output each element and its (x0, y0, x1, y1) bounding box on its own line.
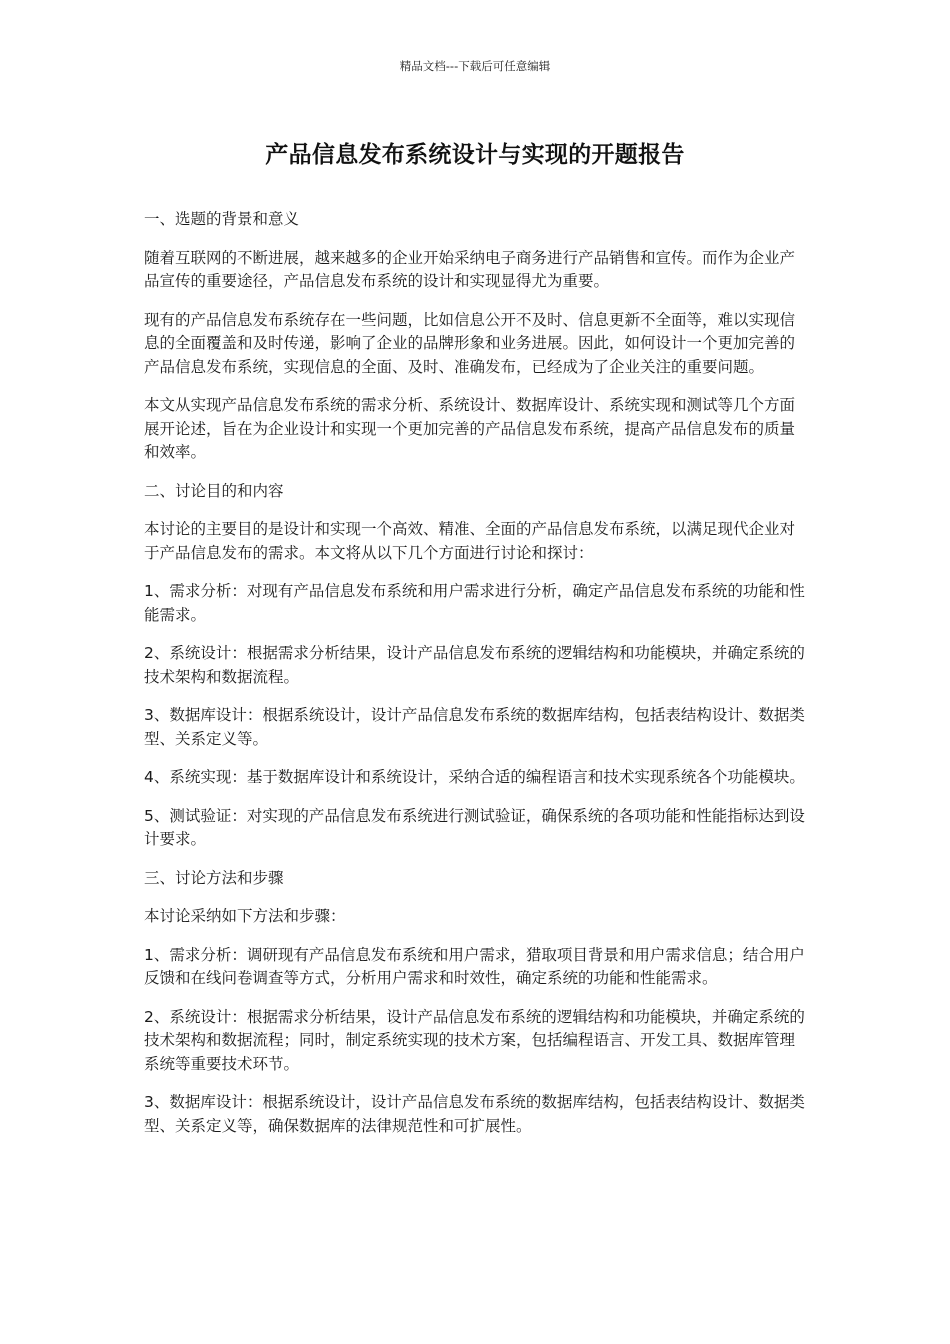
section-heading: 二、讨论目的和内容 (144, 481, 284, 500)
document-body (144, 208, 810, 1153)
list-item: 2、系统设计：根据需求分析结果，设计产品信息发布系统的逻辑结构和功能模块，并确定系统的技术架构和数据流程。 (144, 644, 805, 686)
section-heading: 三、讨论方法和步骤 (144, 868, 284, 887)
list-item: 5、测试验证：对实现的产品信息发布系统进行测试验证，确保系统的各项功能和性能指标达到设计要求。 (144, 806, 805, 848)
list-item: 1、需求分析：调研现有产品信息发布系统和用户需求，猎取项目背景和用户需求信息；结合用户反馈和在线问卷调查等方式，分析用户需求和时效性，确定系统的功能和性能需求。 (144, 945, 805, 987)
paragraph: 本文从实现产品信息发布系统的需求分析、系统设计、数据库设计、系统实现和测试等几个方面展开论述，旨在为企业设计和实现一个更加完善的产品信息发布系统，提高产品信息发布的质量和效率。 (144, 396, 796, 461)
list-item: 2、系统设计：根据需求分析结果，设计产品信息发布系统的逻辑结构和功能模块，并确定系统的技术架构和数据流程；同时，制定系统实现的技术方案，包括编程语言、开发工具、数据库管理系统等重要技术环节。 (144, 1007, 805, 1073)
list-item: 1、需求分析：对现有产品信息发布系统和用户需求进行分析，确定产品信息发布系统的功能和性能需求。 (144, 582, 805, 624)
paragraph: 随着互联网的不断进展，越来越多的企业开始采纳电子商务进行产品销售和宣传。而作为企业产品宣传的重要途径，产品信息发布系统的设计和实现显得尤为重要。 (144, 248, 796, 290)
list-item: 4、系统实现：基于数据库设计和系统设计，采纳合适的编程语言和技术实现系统各个功能模块。 (144, 768, 805, 786)
paragraph: 本讨论采纳如下方法和步骤： (144, 907, 346, 925)
paragraph: 现有的产品信息发布系统存在一些问题，比如信息公开不及时、信息更新不全面等，难以实现信息的全面覆盖和及时传递，影响了企业的品牌形象和业务进展。因此，如何设计一个更加完善的产品信息发布系统，实现信息的全面、及时、准确发布，已经成为了企业关注的重要问题。 (144, 310, 796, 376)
list-item: 3、数据库设计：根据系统设计，设计产品信息发布系统的数据库结构，包括表结构设计、数据类型、关系定义等，确保数据库的法律规范性和可扩展性。 (144, 1093, 805, 1135)
header-note: 精品文档---下载后可任意编辑 (399, 59, 551, 73)
list-item: 3、数据库设计：根据系统设计，设计产品信息发布系统的数据库结构，包括表结构设计、数据类型、关系定义等。 (144, 706, 805, 748)
paragraph: 本讨论的主要目的是设计和实现一个高效、精准、全面的产品信息发布系统，以满足现代企业对于产品信息发布的需求。本文将从以下几个方面进行讨论和探讨： (144, 520, 796, 562)
document-title: 产品信息发布系统设计与实现的开题报告 (265, 142, 685, 168)
section-heading: 一、选题的背景和意义 (144, 210, 300, 228)
